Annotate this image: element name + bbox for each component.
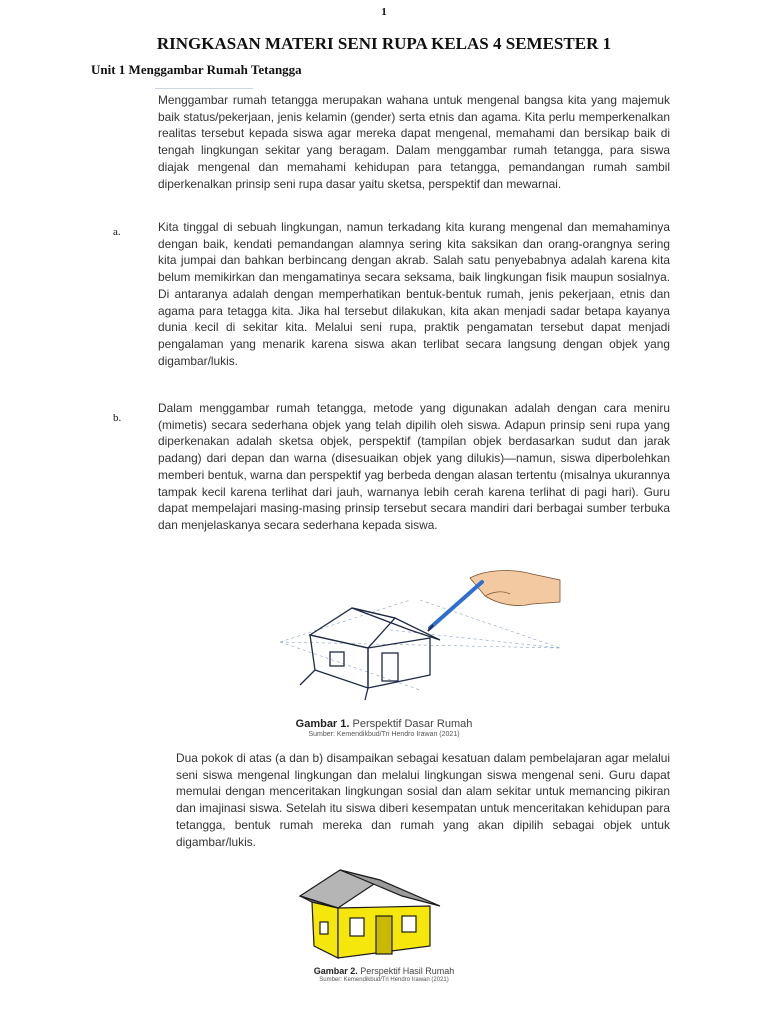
point-a-marker: a.	[113, 226, 121, 238]
figure-2-source: Sumber: Kemendikbud/Tri Hendro Irawan (2021)	[319, 977, 449, 983]
point-b-paragraph: Dalam menggambar rumah tetangga, metode yang digunakan adalah dengan cara meniru (mimetis) secara sederhana objek yang telah dipilih oleh siswa. Adapun prinsip seni rupa yang diperkenakan adalah sketsa objek, perspektif (tampilan objek berdasarkan sudut dan jarak padang) dari depan dan warna (disesuaikan objek yang dilukis)—namun, siswa diperbolehkan memberi bentuk, warna dan perspektif yag berbeda dengan alasan tertentu (misalnya ukurannya tampak kecil karena terlihat dari jauh, warnanya lebih cerah karena terlihat di pagi hari). Guru dapat mempelajari masing-masing prinsip tersebut secara mandiri dari berbagai sumber terbuka dan menjelaskanya secara sederhana kepada siswa.	[158, 401, 670, 532]
figure-2-label: Gambar 2.	[313, 966, 358, 976]
house-sketch	[300, 608, 440, 700]
figure-2-title: Perspektif Hasil Rumah	[360, 966, 455, 976]
point-b-marker: b.	[113, 412, 122, 424]
figure-1-label: Gambar 1.	[295, 718, 350, 730]
figure-1-caption	[0, 718, 768, 738]
closing-paragraph: Dua pokok di atas (a dan b) disampaikan sebagai kesatuan dalam pembelajaran agar melalui seni siswa mengenal lingkungan dan melalui lingkungan siswa mengenal seni. Guru dapat memulai dengan menceritakan lingkungan sosial dan alam sekitar untuk memancing pikiran dan imajinasi siswa. Setelah itu siswa diberi kesempatan untuk menceritakan kehidupan para tetangga, bentuk rumah mereka dan rumah yang akan dipilih sebagai objek untuk digambar/lukis.	[176, 751, 670, 849]
intro-paragraph: Menggambar rumah tetangga merupakan wahana untuk mengenal bangsa kita yang majemuk baik status/pekerjaan, jenis kelamin (gender) serta etnis dan agama. Kita perlu memperkenalkan realitas tersebut kepada siswa agar mereka dapat mengenal, memahami dan bersikap baik di tengah lingkungan sekitar yang beragam. Dalam menggambar rumah tetangga, para siswa diajak mengenal dan memahami kehidupan para tetangga, pemandangan rumah sambil diperkenalkan prinsip seni rupa dasar yaitu sketsa, perspektif dan mewarnai.	[158, 93, 670, 191]
figure-1-perspective-sketch	[270, 560, 570, 710]
figure-2-yellow-house	[290, 866, 470, 966]
figure-1-source: Sumber: Kemendikbud/Tri Hendro Irawan (2021)	[308, 731, 460, 738]
yellow-house-icon	[300, 870, 440, 958]
heading-divider	[155, 88, 253, 89]
hand-drawing-icon	[428, 571, 560, 631]
unit-heading: Unit 1 Menggambar Rumah Tetangga	[91, 62, 302, 77]
figure-2-caption	[0, 966, 768, 983]
figure-1-title: Perspektif Dasar Rumah	[352, 718, 473, 730]
point-a-paragraph: Kita tinggal di sebuah lingkungan, namun terkadang kita kurang mengenal dan memahaminya dengan baik, kendati pemandangan alamnya sering kita saksikan dan orang-orangnya sering kita jumpai dan bahkan berbincang dengan akrab. Salah satu penyebabnya adalah karena kita belum memikirkan dan mengamatinya secara seksama, baik lingkungan fisik maupun sosialnya. Di antaranya adalah dengan memperhatikan bentuk-bentuk rumah, jenis pekerjaan, etnis dan agama para tetagga kita. Jika hal tersebut dilakukan, kita akan menjadi sadar betapa kayanya dunia kecil di sekitar kita. Melalui seni rupa, praktik pengamatan tersebut dapat menjadi pengalaman yang menarik karena siswa akan terlibat secara langsung dengan objek yang digambar/lukis.	[158, 220, 670, 368]
page-title: RINGKASAN MATERI SENI RUPA KELAS 4 SEMESTER 1	[156, 34, 612, 53]
page-number: 1	[381, 6, 387, 18]
